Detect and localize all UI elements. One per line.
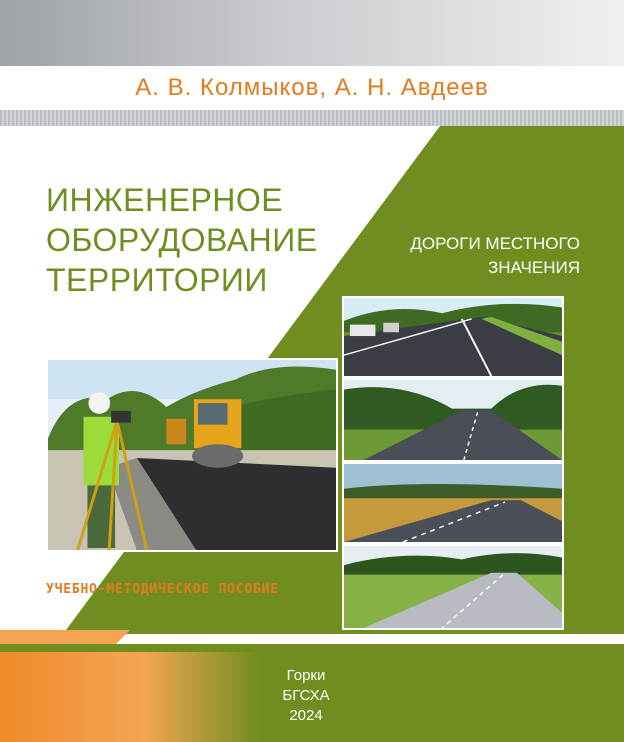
highway-photo-2 bbox=[342, 378, 564, 462]
imprint-publisher: БГСХА bbox=[282, 687, 330, 704]
road-construction-photo bbox=[46, 358, 338, 552]
highway-photo-4 bbox=[342, 544, 564, 630]
footer-orange-gradient bbox=[0, 652, 260, 742]
authors: А. В. Колмыков, А. Н. Авдеев bbox=[135, 74, 489, 101]
highway-photo-3 bbox=[342, 462, 564, 544]
subtitle-line-2: ЗНАЧЕНИЯ bbox=[488, 258, 580, 277]
author-bar bbox=[0, 66, 624, 110]
orange-accent bbox=[0, 630, 130, 644]
decorative-stripes bbox=[0, 110, 624, 126]
imprint-city: Горки bbox=[286, 667, 326, 684]
title-line-3: ТЕРРИТОРИИ bbox=[46, 262, 268, 298]
book-title bbox=[46, 180, 346, 300]
highway-photo-1 bbox=[342, 296, 564, 378]
title-line-1: ИНЖЕНЕРНОЕ bbox=[46, 182, 284, 218]
book-subtitle bbox=[360, 232, 580, 280]
header-gradient-band bbox=[0, 0, 624, 66]
subtitle-line-1: ДОРОГИ МЕСТНОГО bbox=[410, 234, 580, 253]
title-line-2: ОБОРУДОВАНИЕ bbox=[46, 222, 318, 258]
imprint-year: 2024 bbox=[289, 707, 323, 724]
series-label: УЧЕБНО-МЕТОДИЧЕСКОЕ ПОСОБИЕ bbox=[46, 582, 279, 597]
imprint bbox=[262, 666, 350, 726]
